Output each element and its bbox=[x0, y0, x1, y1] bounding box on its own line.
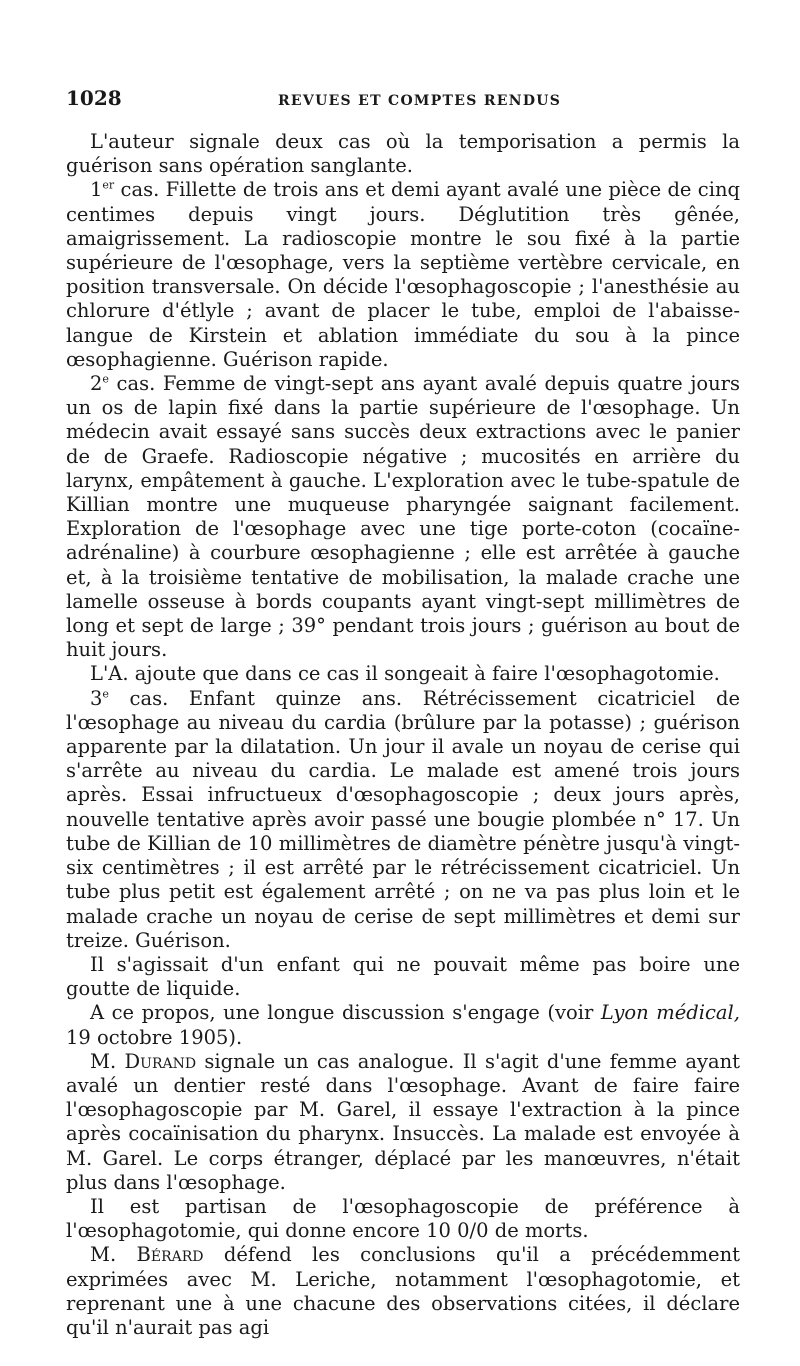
paragraph-text: L'auteur signale deux cas où la temporisation a permis la guérison sans opération sanglante. bbox=[66, 130, 740, 178]
paragraph-text: L'A. ajoute que dans ce cas il songeait à faire l'œsophagotomie. bbox=[90, 662, 720, 686]
paragraph-text: cas. Enfant quinze ans. Rétrécissement cicatriciel de l'œsophage au niveau du cardia (brûlure par la potasse) ; guérison apparente par la dilatation. Un jour il avale un noyau de cerise qui s'arrête au niveau du cardia. Le malade est amené trois jours après. Essai infructueux d'œsophagoscopie ; deux jours après, nouvelle tentative après avoir passé une bougie plombée n° 17. Un tube de Killian de 10 millimètres de diamètre pénètre jusqu'à vingt-six centimètres ; il est arrêté par le rétrécissement cicatriciel. Un tube plus petit est également arrêté ; on ne va pas plus loin et le malade crache un noyau de cerise de sept millimètres et demi sur treize. Guérison. bbox=[66, 686, 740, 952]
case-number: 2 bbox=[90, 372, 103, 396]
case-ordinal: e bbox=[102, 372, 109, 386]
title-prefix: M. bbox=[90, 1243, 137, 1267]
paragraph-durand bbox=[66, 1050, 740, 1195]
paragraph-text: A ce propos, une longue discussion s'engage (voir bbox=[90, 1001, 601, 1025]
paragraph-case-1 bbox=[66, 178, 740, 372]
journal-citation: Lyon médical, bbox=[600, 1001, 740, 1025]
case-number: 1 bbox=[90, 178, 103, 202]
paragraph-child-note bbox=[66, 953, 740, 1001]
page-header bbox=[66, 86, 740, 120]
page-number: 1028 bbox=[66, 86, 122, 110]
paragraph-text: cas. Fillette de trois ans et demi ayant avalé une pièce de cinq centimes depuis vingt jours. Déglutition très gênée, amaigrissement. La radioscopie montre le sou fixé à la partie supérieure de l'œsophage, vers la septième vertèbre cervicale, en position transversale. On décide l'œsophagoscopie ; l'anesthésie au chlorure d'étlyle ; avant de placer le tube, emploi de l'abaisse-langue de Kirstein et ablation immédiate du sou à la pince œsophagienne. Guérison rapide. bbox=[66, 178, 740, 371]
body-text bbox=[66, 130, 740, 1340]
author-name: Durand bbox=[124, 1049, 197, 1073]
paragraph-partisan bbox=[66, 1195, 740, 1243]
paragraph-case-2 bbox=[66, 372, 740, 662]
paragraph-berard bbox=[66, 1243, 740, 1340]
paragraph-text-end: pendant trois jours ; guérison au bout de huit jours. bbox=[66, 614, 740, 662]
paragraph-intro bbox=[66, 130, 740, 178]
running-head: REVUES ET COMPTES RENDUS bbox=[278, 93, 562, 109]
case-ordinal: er bbox=[102, 178, 115, 192]
paragraph-text: signale un cas analogue. Il s'agit d'une femme ayant avalé un dentier resté dans l'œsophage. Avant de faire faire l'œsophagoscopie par M. Garel, il essaye l'extraction à la pince après cocaïnisation du pharynx. Insuccès. La malade est envoyée à M. Garel. Le corps étranger, déplacé par les manœuvres, n'était plus dans l'œsophage. bbox=[66, 1049, 740, 1194]
case-number: 3 bbox=[90, 686, 103, 710]
case-ordinal: e bbox=[102, 687, 109, 701]
paragraph-text: Il s'agissait d'un enfant qui ne pouvait même pas boire une goutte de liquide. bbox=[66, 952, 740, 1001]
paragraph-text: cas. Femme de vingt-sept ans ayant avalé depuis quatre jours un os de lapin fixé dans la partie supérieure de l'œsophage. Un médecin avait essayé sans succès deux extractions avec le panier de de Graefe. Radioscopie négative ; mucosités en arrière du larynx, empâtement à gauche. L'exploration avec le tube-spatule de Killian montre une muqueuse pharyngée saignant facilement. Exploration de l'œsophage avec une tige porte-coton (cocaïne-adrénaline) à courbure œsophagienne ; elle est arrêtée à gauche et, à la troisième tentative de mobilisation, la malade crache une lamelle osseuse à bords coupants ayant vingt-sept millimètres de long et sept de large ; 39° bbox=[66, 372, 740, 638]
paragraph-text: Il est partisan de l'œsophagoscopie de préférence à l'œsophagotomie, qui donne encore 10 0/0 de morts. bbox=[66, 1194, 740, 1243]
title-prefix: M. bbox=[90, 1049, 125, 1073]
paragraph-author-note bbox=[66, 662, 740, 686]
paragraph-discussion bbox=[66, 1001, 740, 1049]
paragraph-case-3 bbox=[66, 687, 740, 953]
paragraph-text: défend les conclusions qu'il a précédemment exprimées avec M. Leriche, notamment l'œsophagotomie, et reprenant une à une chacune des observations citées, il déclare qu'il n'aurait pas agi bbox=[66, 1243, 740, 1339]
citation-date: 19 octobre 1905). bbox=[66, 1025, 243, 1049]
author-name: Bérard bbox=[136, 1243, 204, 1267]
